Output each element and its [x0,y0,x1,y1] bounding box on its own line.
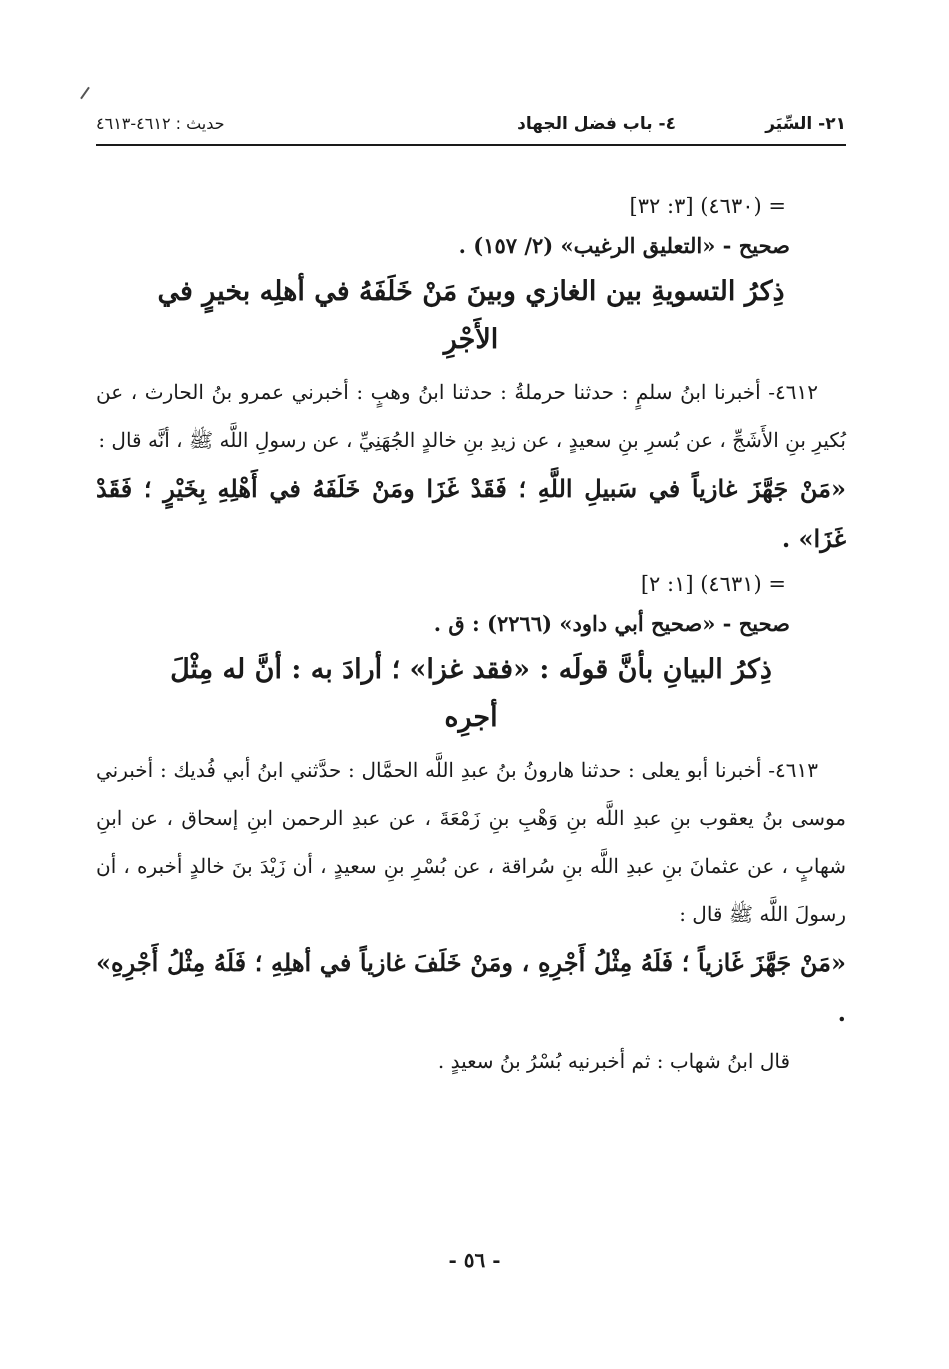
hadith-4613-isnad: ٤٦١٣- أخبرنا أبو يعلى : حدثنا هارونُ بنُ عبدِ اللَّه الحمَّال : حدَّثني ابنُ أبي فُديك : أخبرني موسى بنُ يعقوب بنِ عبدِ اللَّه بنِ وَهْبِ بنِ زَمْعَةَ ، عن عبدِ الرحمن ابنِ إسحاق ، عن ابنِ شهابٍ ، عن عثمانَ بنِ عبدِ اللَّه بنِ سُراقة ، عن بُسْرِ بنِ سعيدٍ ، أن زَيْدَ بنَ خالدٍ أخبره ، أن رسولَ اللَّه ﷺ قال : [96,758,846,926]
grading-2: صحيح - «صحيح أبي داود» (٢٢٦٦) : ق . [433,611,790,636]
chapter-title: ٢١- السِّيَر [765,114,846,134]
narrator-note: قال ابنُ شهاب : ثم أخبرنيه بُسْرُ بنُ سعيدٍ . [437,1049,790,1073]
cross-reference-2: = (٤٦٣١) [١: ٢] [640,572,786,596]
chapter-heading-2: ذِكرُ البيانِ بأنَّ قولَه : «فقد غزا» ؛ أرادَ به : أنَّ له مِثْلَ أجرِه [170,654,772,733]
hadith-range: حديث : ٤٦١٢-٤٦١٣ [96,114,225,133]
grading-1: صحيح - «التعليق الرغيب» (٢/ ١٥٧) . [458,233,790,258]
page-number: - ٥٦ - [448,1248,501,1272]
cross-reference-1: = (٤٦٣٠) [٣: ٣٢] [629,194,786,218]
hadith-4612-matn: «مَنْ جَهَّزَ غازياً في سَبيلِ اللَّهِ ؛ فَقَدْ غَزَا ومَنْ خَلَفَهُ في أَهْلِهِ بِخَيْرٍ ؛ فَقَدْ غَزَا» . [96,474,846,553]
running-header [96,108,846,146]
hadith-4612-isnad: ٤٦١٢- أخبرنا ابنُ سلمٍ : حدثنا حرملةُ : حدثنا ابنُ وهبٍ : أخبرني عمرو بنُ الحارث ، عن بُكيرِ بنِ الأَشَجِّ ، عن بُسرِ بنِ سعيدٍ ، عن زيدِ بنِ خالدٍ الجُهَنِيِّ ، عن رسولِ اللَّه ﷺ ، أنَّه قال : [96,380,846,452]
chapter-heading-1: ذِكرُ التسويةِ بين الغازي وبينَ مَنْ خَلَفَهُ في أهلِه بخيرٍ في الأَجْرِ [157,276,785,355]
page-body [96,186,846,1084]
hadith-4613-matn: «مَنْ جَهَّزَ غَازياً ؛ فَلَهُ مِثْلُ أَجْرِهِ ، ومَنْ خَلَفَ غازياً في أهلِهِ ؛ فَلَهُ مِثْلُ أَجْرِهِ» . [96,948,846,1027]
section-title: ٤- باب فضل الجهاد [517,114,676,134]
corner-mark [80,87,90,100]
